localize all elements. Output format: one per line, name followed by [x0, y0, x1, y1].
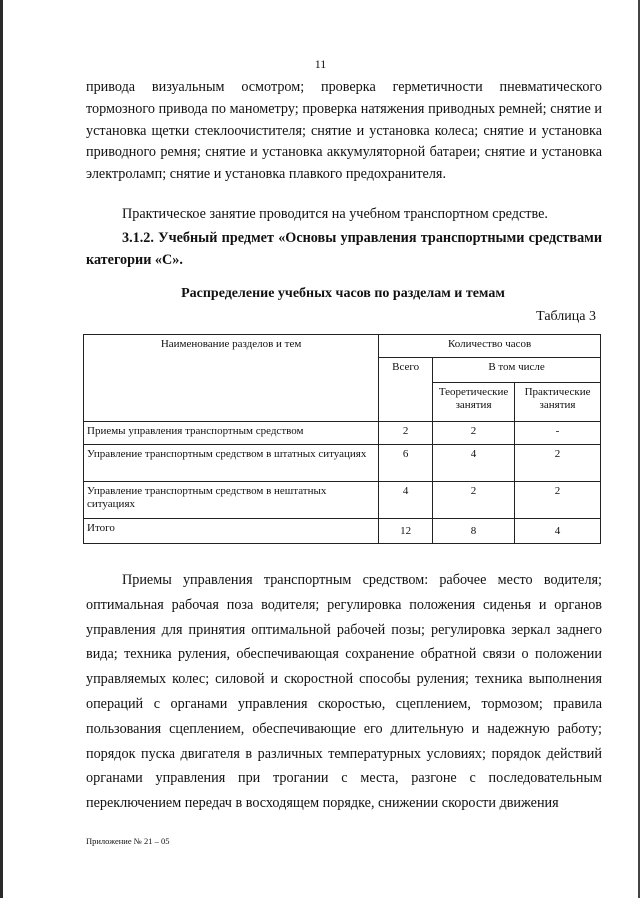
row-name: Управление транспортным средством в штатных ситуациях [84, 445, 379, 482]
table-row [84, 422, 601, 445]
hours-table [83, 334, 601, 544]
row-theory: 2 [433, 482, 515, 519]
row-practice: 2 [515, 482, 601, 519]
row-theory: 2 [433, 422, 515, 445]
footer-note: Приложение № 21 – 05 [86, 836, 170, 846]
header-total: Всего [379, 358, 433, 422]
row-name: Итого [84, 519, 379, 544]
row-total: 2 [379, 422, 433, 445]
table-row-total [84, 519, 601, 544]
paragraph-1: привода визуальным осмотром; проверка герметичности пневматического тормозного привода по манометру; проверка натяжения приводных ремней; снятие и установка щетки стеклоочистителя; снятие и установка колеса; снятие и установка приводного ремня; снятие и установка аккумуляторной батареи; снятие и установка электроламп; снятие и установка плавкого предохранителя. [86, 79, 602, 183]
header-practice: Практические занятия [515, 383, 601, 422]
table-header-row [84, 335, 601, 358]
header-name: Наименование разделов и тем [84, 335, 379, 422]
row-total: 6 [379, 445, 433, 482]
table-title: Распределение учебных часов по разделам и темам [181, 286, 505, 301]
row-practice: 4 [515, 519, 601, 544]
table-row [84, 445, 601, 482]
table-row [84, 482, 601, 519]
row-practice: 2 [515, 445, 601, 482]
row-theory: 8 [433, 519, 515, 544]
paragraph-2: Практическое занятие проводится на учебном транспортном средстве. [122, 206, 548, 222]
table-label: Таблица 3 [536, 309, 596, 324]
header-theory: Теоретические занятия [433, 383, 515, 422]
section-heading: 3.1.2. Учебный предмет «Основы управления транспортными средствами категории «C». [86, 230, 602, 268]
paragraph-3: Приемы управления транспортным средством: рабочее место водителя; оптимальная рабочая поза водителя; регулировка положения сиденья и органов управления для принятия оптимальной рабочей позы; регулировка зеркал заднего вида; техника руления, обеспечивающая сохранение обратной связи о положении управляемых колес; силовой и скоростной способы руления; техника выполнения операций с органами управления скоростью, сцеплением, тормозом; правила пользования сцеплением, обеспечивающие его длительную и надежную работу; порядок пуска двигателя в различных температурных условиях; порядок действий органами управления при трогании с места, разгоне с последовательным переключением передач в восходящем порядке, снижении скорости движения [86, 572, 602, 812]
header-hours: Количество часов [379, 335, 601, 358]
header-including: В том числе [433, 358, 601, 383]
page-number: 11 [314, 57, 327, 71]
row-name: Приемы управления транспортным средством [84, 422, 379, 445]
row-theory: 4 [433, 445, 515, 482]
row-name: Управление транспортным средством в нештатных ситуациях [84, 482, 379, 519]
row-practice: - [515, 422, 601, 445]
row-total: 4 [379, 482, 433, 519]
row-total: 12 [379, 519, 433, 544]
